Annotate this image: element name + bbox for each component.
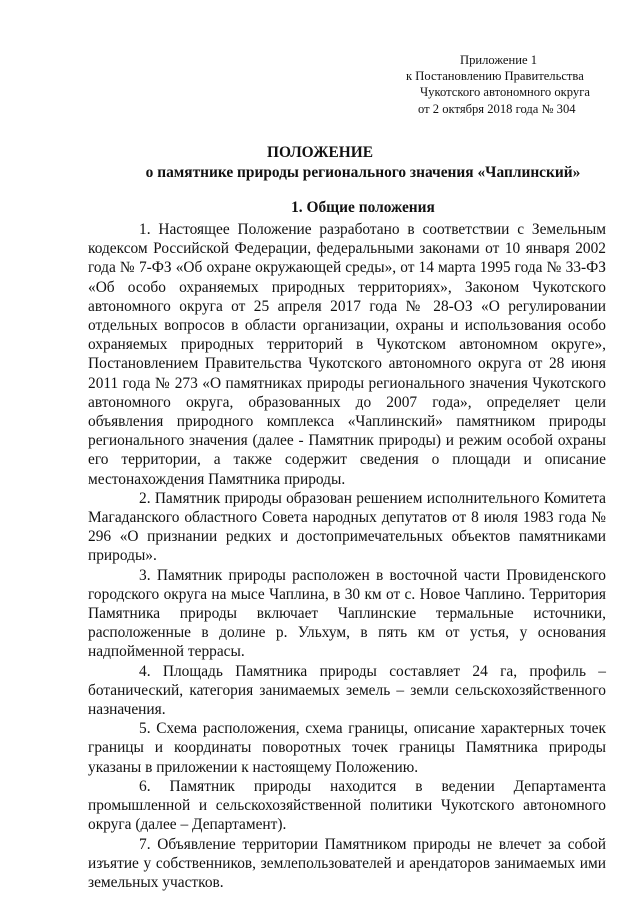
- document-title: ПОЛОЖЕНИЕ: [267, 144, 373, 161]
- approval-line-resolution: к Постановлению Правительства: [406, 69, 584, 84]
- approval-line-appendix: Приложение 1: [460, 53, 538, 67]
- approval-line-region: Чукотского автономного округа: [420, 85, 590, 100]
- paragraph-4: 4. Площадь Памятника природы составляет 24 га, профиль – ботанический, категория занимаемых земель – земли сельскохозяйственного назначения.: [88, 662, 606, 719]
- paragraph-3: 3. Памятник природы расположен в восточной части Провиденского городского округа на мысе Чаплина, в 30 км от с. Новое Чаплино. Территория Памятника природы включает Чаплинские термальные источники, расположенные в долине р. Ульхум, в пять км от устья, у основания надпойменной террасы.: [88, 566, 606, 661]
- paragraph-7: 7. Объявление территории Памятником природы не влечет за собой изъятие у собственников, землепользователей и арендаторов занимаемых ими земельных участков.: [88, 835, 606, 891]
- approval-block: [406, 52, 606, 117]
- paragraph-1: 1. Настоящее Положение разработано в соответствии с Земельным кодексом Российской Федерации, федеральными законами от 10 января 2002 года № 7-ФЗ «Об охране окружающей среды», от 14 марта 1995 года № 33-ФЗ «Об особо охраняемых природных территориях», Законом Чукотского автономного округа от 25 апреля 2017 года № 28-ОЗ «О регулировании отдельных вопросов в области организации, охраны и использования особо охраняемых природных территорий в Чукотском автономном округе», Постановлением Правительства Чукотского автономного округа от 28 июня 2011 года № 273 «О памятниках природы регионального значения Чукотского автономного округа, образованных до 2007 года», определяет цели объявления природного комплекса «Чаплинский» памятником природы регионального значения (далее - Памятник природы) и режим особой охраны его территории, а также содержит сведения о площади и описание местонахождения Памятника природы.: [88, 221, 606, 488]
- approval-line-date: от 2 октября 2018 года № 304: [418, 101, 576, 116]
- section-heading: 1. Общие положения: [291, 199, 435, 216]
- document-body: [88, 220, 606, 892]
- paragraph-5: 5. Схема расположения, схема границы, описание характерных точек границы и координаты поворотных точек границы Памятника природы указаны в приложении к настоящему Положению.: [88, 720, 606, 776]
- paragraph-6: 6. Памятник природы находится в ведении Департамента промышленной и сельскохозяйственной политики Чукотского автономного округа (далее – Департамент).: [88, 777, 606, 834]
- paragraph-2: 2. Памятник природы образован решением исполнительного Комитета Магаданского областного Совета народных депутатов от 8 июля 1983 года № 296 «О признании редких и достопримечательных объектов памятниками природы».: [88, 489, 606, 565]
- document-subtitle: о памятнике природы регионального значения «Чаплинский»: [145, 164, 581, 181]
